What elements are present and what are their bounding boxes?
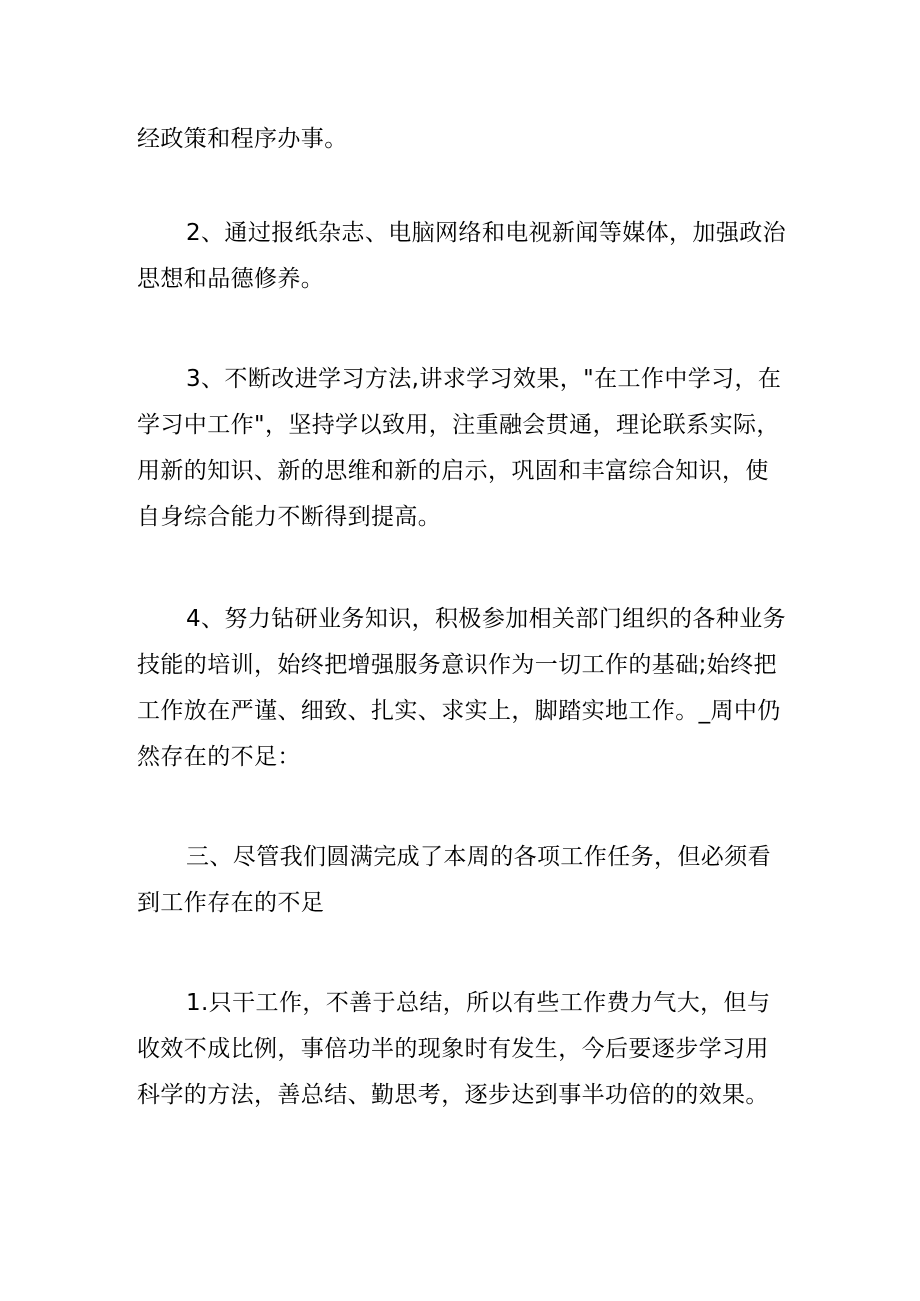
text-line: 学习中工作"，坚持学以致用，注重融会贯通，理论联系实际， bbox=[137, 412, 780, 438]
text-line: 3、不断改进学习方法,讲求学习效果，"在工作中学习，在 bbox=[186, 366, 782, 392]
paragraph-item-3 bbox=[137, 356, 797, 540]
paragraph-item-2 bbox=[137, 210, 797, 302]
text-line: 技能的培训，始终把增强服务意识作为一切工作的基础;始终把 bbox=[137, 652, 777, 678]
text-line: 收效不成比例，事倍功半的现象时有发生，今后要逐步学习用 bbox=[137, 1036, 769, 1062]
text-line: 三、尽管我们圆满完成了本周的各项工作任务，但必须看 bbox=[186, 844, 771, 870]
text-line: 到工作存在的不足 bbox=[137, 890, 325, 916]
text-line: 用新的知识、新的思维和新的启示，巩固和丰富综合知识，使 bbox=[137, 458, 769, 484]
paragraph-item-4 bbox=[137, 596, 797, 780]
text-line: 科学的方法，善总结、勤思考，逐步达到事半功倍的的效果。 bbox=[137, 1082, 769, 1108]
text-line: 经政策和程序办事。 bbox=[137, 126, 348, 152]
paragraph-item-1-shortcoming bbox=[137, 980, 797, 1118]
text-line: 4、努力钻研业务知识，积极参加相关部门组织的各种业务 bbox=[186, 606, 787, 632]
text-line: 1.只干工作，不善于总结，所以有些工作费力气大，但与 bbox=[186, 990, 771, 1016]
text-line: 自身综合能力不断得到提高。 bbox=[137, 504, 442, 530]
section-heading-three bbox=[137, 834, 797, 926]
text-line: 工作放在严谨、细致、扎实、求实上，脚踏实地工作。_周中仍 bbox=[137, 698, 781, 724]
paragraph-continuation bbox=[137, 116, 797, 162]
text-line: 思想和品德修养。 bbox=[137, 266, 325, 292]
text-line: 然存在的不足： bbox=[137, 744, 301, 770]
text-line: 2、通过报纸杂志、电脑网络和电视新闻等媒体，加强政治 bbox=[186, 220, 787, 246]
